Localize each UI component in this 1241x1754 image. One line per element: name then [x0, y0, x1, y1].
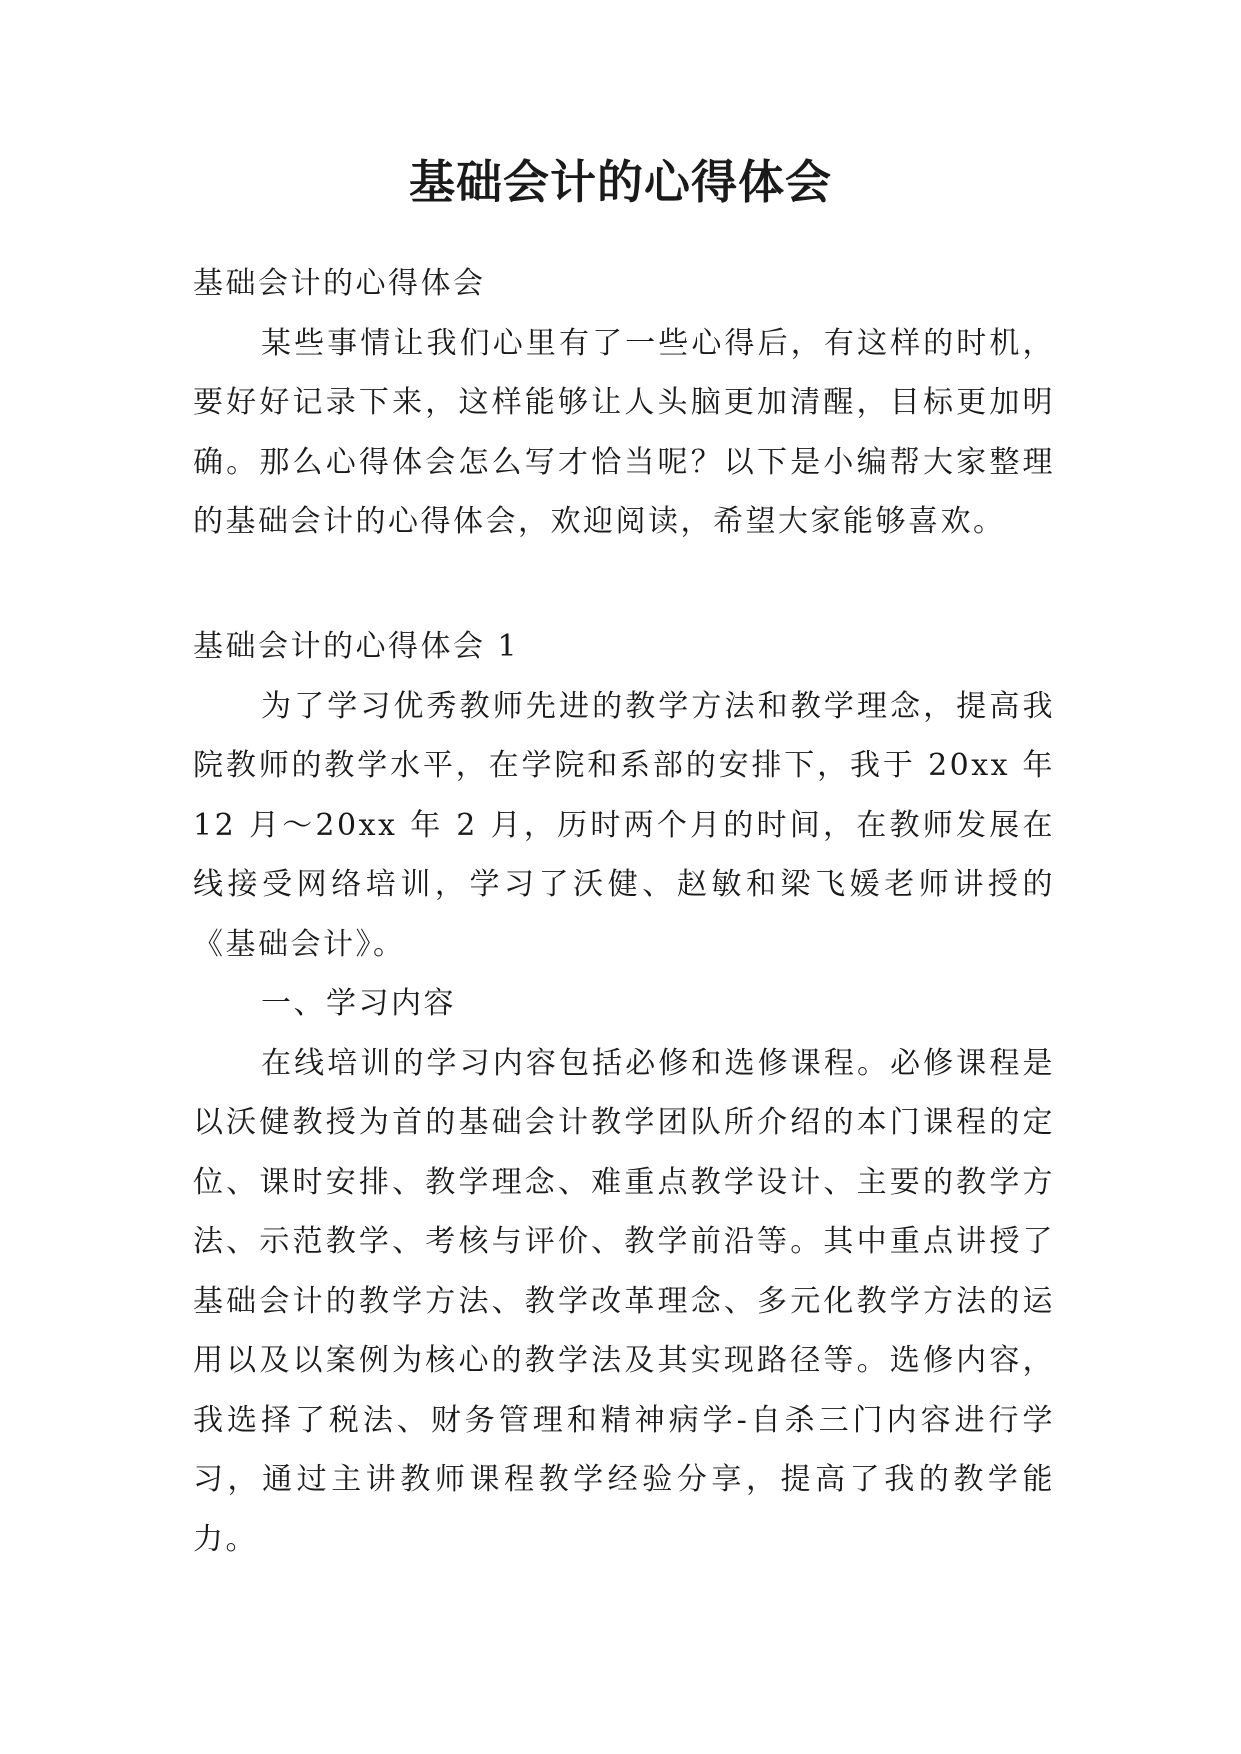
section-1-subheading: 一、学习内容: [261, 986, 456, 1021]
section-1-heading: 基础会计的心得体会 1: [193, 629, 520, 664]
intro-section: [193, 254, 1055, 552]
intro-heading: 基础会计的心得体会: [193, 266, 486, 301]
section-1-paragraph-1: 为了学习优秀教师先进的教学方法和教学理念，提高我院教师的教学水平，在学院和系部的安排下，我于 20xx 年 12 月～20xx 年 2 月，历时两个月的时间，在教师发展在线接受网络培训，学习了沃健、赵敏和梁飞媛老师讲授的《基础会计》。: [193, 688, 1055, 962]
document-title: 基础会计的心得体会: [409, 155, 832, 209]
section-1: [193, 617, 1055, 1569]
intro-paragraph: 某些事情让我们心里有了一些心得后，有这样的时机，要好好记录下来，这样能够让人头脑更加清醒，目标更加明确。那么心得体会怎么写才恰当呢？以下是小编帮大家整理的基础会计的心得体会，欢迎阅读，希望大家能够喜欢。: [193, 325, 1055, 539]
section-1-paragraph-2: 在线培训的学习内容包括必修和选修课程。必修课程是以沃健教授为首的基础会计教学团队所介绍的本门课程的定位、课时安排、教学理念、难重点教学设计、主要的教学方法、示范教学、考核与评价、教学前沿等。其中重点讲授了基础会计的教学方法、教学改革理念、多元化教学方法的运用以及以案例为核心的教学法及其实现路径等。选修内容，我选择了税法、财务管理和精神病学-自杀三门内容进行学习，通过主讲教师课程教学经验分享，提高了我的教学能力。: [193, 1045, 1055, 1557]
